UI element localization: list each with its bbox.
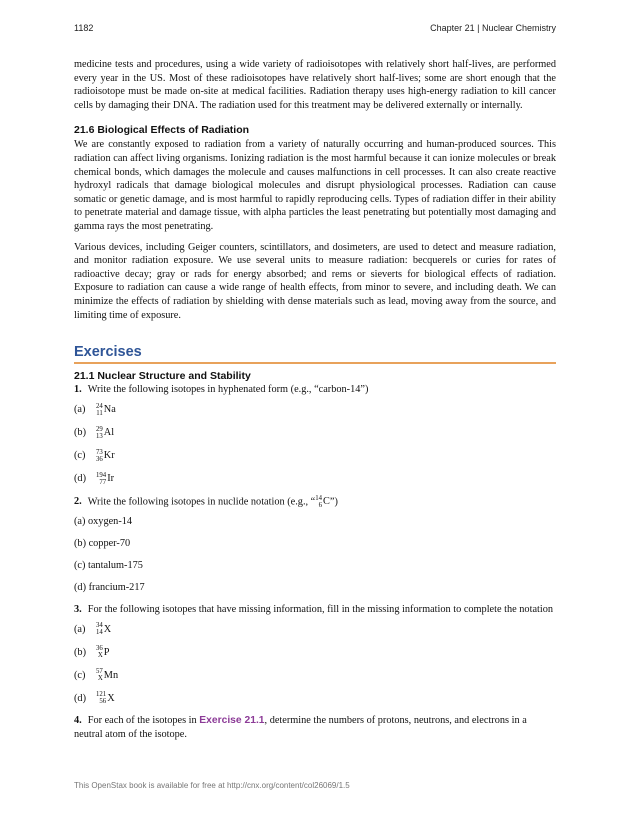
- mass-number: 24: [96, 402, 103, 410]
- q1-item-c: [74, 449, 556, 463]
- element-symbol: Mn: [103, 669, 119, 681]
- q3-item-b: [74, 645, 556, 659]
- q3-item-d: [74, 691, 556, 705]
- mass-number: 36: [96, 645, 103, 653]
- q2-item-b: (b) copper-70: [74, 537, 131, 549]
- q3-item-c: [74, 668, 556, 682]
- mass-number: 73: [96, 448, 103, 456]
- nuclide: [96, 426, 114, 440]
- section-paragraph-1: We are constantly exposed to radiation from a variety of naturally occurring and human-produced sources. This radiation can affect living organisms. Ionizing radiation is the most harmful because it can ionize molecules or break chemical bonds, which damages the molecule and causes malfunctions in cell processes. It can also create reactive hydroxyl radicals that damage biological molecules and disrupt physiological processes. Radiation can cause somatic or genetic damage, and is most harmful to rapidly reproducing cells. Types of radiation differ in their ability to penetrate material and damage tissue, with alpha particles the least penetrating but potentially most damaging and gamma rays the most penetrating.: [74, 139, 556, 232]
- section-title: 21.6 Biological Effects of Radiation: [74, 124, 250, 137]
- intro-paragraph: medicine tests and procedures, using a wide variety of radioisotopes with relatively short half-lives, are performed every year in the US. Most of these radioisotopes have relatively short half-lives; some are short enough that the radioisotope must be made on-site at medical facilities. Radiation therapy uses high-energy radiation to kill cancer cells by damaging their DNA. The radiation used for this treatment may be delivered externally or internally.: [74, 59, 556, 111]
- nuclide: [96, 622, 111, 636]
- atomic-number: 36: [96, 455, 103, 463]
- q1-item-d: [74, 472, 556, 486]
- question-number: 2.: [74, 496, 82, 508]
- mass-number: 57: [96, 668, 103, 676]
- q1-item-b: [74, 426, 556, 440]
- atomic-number: X: [97, 652, 103, 660]
- q3-item-a: [74, 622, 556, 636]
- atomic-number: X: [97, 675, 103, 683]
- question-1: [74, 383, 556, 397]
- question-text: Write the following isotopes in hyphenated form (e.g., “carbon-14”): [87, 384, 369, 396]
- q2-item-a: (a) oxygen-14: [74, 515, 133, 527]
- element-symbol: Kr: [103, 450, 115, 462]
- atomic-number: 6: [318, 501, 323, 509]
- nuclide: [96, 691, 115, 705]
- question-text: Write the following isotopes in nuclide notation (e.g., “: [87, 496, 316, 508]
- element-symbol: Na: [103, 404, 116, 416]
- nuclide: [96, 645, 110, 659]
- page-number: 1182: [74, 23, 94, 33]
- q2-item-d: (d) francium-217: [74, 581, 145, 593]
- exercise-link[interactable]: Exercise 21.1: [199, 715, 265, 727]
- nuclide: [96, 472, 114, 486]
- example-nuclide: [315, 495, 330, 509]
- atomic-number: 77: [99, 478, 107, 486]
- question-4: [74, 714, 556, 741]
- question-text: For the following isotopes that have missing information, fill in the missing information to complete the notation: [87, 603, 554, 615]
- element-symbol: P: [103, 646, 110, 658]
- footer-note: This OpenStax book is available for free at http://cnx.org/content/col26069/1.5: [74, 781, 350, 790]
- item-label: (a): [74, 404, 86, 416]
- question-text: For each of the isotopes in: [87, 715, 200, 727]
- nuclide: [96, 403, 116, 417]
- item-label: (d): [74, 692, 87, 704]
- q1-item-a: [74, 403, 556, 417]
- question-text-end: , determine the numbers of protons, neutrons, and electrons in a neutral atom of the isotope.: [74, 715, 527, 740]
- exercises-subheading: 21.1 Nuclear Structure and Stability: [74, 370, 251, 383]
- mass-number: 34: [96, 622, 103, 630]
- element-symbol: C: [323, 495, 330, 507]
- element-symbol: X: [107, 692, 115, 704]
- element-symbol: X: [103, 623, 112, 635]
- exercises-heading: Exercises: [74, 344, 556, 364]
- section-paragraph-2: Various devices, including Geiger counters, scintillators, and dosimeters, are used to detect and measure radiation, and monitor radiation exposure. We use several units to measure radiation: becquerels or curies for rates of radioactive decay; gray or rads for energy absorbed; and rems or sieverts for biological effects of radiation. Exposure to radiation can cause a wide range of health effects, from minor to severe, and including death. We can minimize the effects of radiation by shielding with dense materials such as lead, moving away from the source, and limiting time of exposure.: [74, 241, 556, 321]
- element-symbol: Ir: [107, 473, 115, 485]
- mass-number: 29: [96, 425, 103, 433]
- nuclide: [96, 668, 118, 682]
- question-3: [74, 603, 556, 617]
- atomic-number: 11: [96, 409, 103, 417]
- mass-number: 121: [96, 691, 107, 699]
- item-label: (c): [74, 450, 86, 462]
- item-label: (d): [74, 473, 87, 485]
- question-number: 1.: [74, 384, 82, 396]
- mass-number: 194: [96, 471, 107, 479]
- item-label: (c): [74, 669, 86, 681]
- nuclide: [96, 449, 115, 463]
- item-label: (a): [74, 623, 86, 635]
- mass-number: 14: [315, 494, 323, 502]
- question-2: [74, 495, 556, 509]
- running-head: Chapter 21 | Nuclear Chemistry: [430, 23, 556, 33]
- question-number: 3.: [74, 603, 82, 615]
- atomic-number: 13: [96, 432, 103, 440]
- question-text-end: ”): [329, 496, 338, 508]
- element-symbol: Al: [103, 427, 115, 439]
- q2-item-c: (c) tantalum-175: [74, 559, 143, 571]
- question-number: 4.: [74, 715, 82, 727]
- item-label: (b): [74, 646, 87, 658]
- item-label: (b): [74, 427, 87, 439]
- atomic-number: 56: [99, 698, 107, 706]
- page-content: [74, 58, 556, 747]
- atomic-number: 14: [96, 629, 103, 637]
